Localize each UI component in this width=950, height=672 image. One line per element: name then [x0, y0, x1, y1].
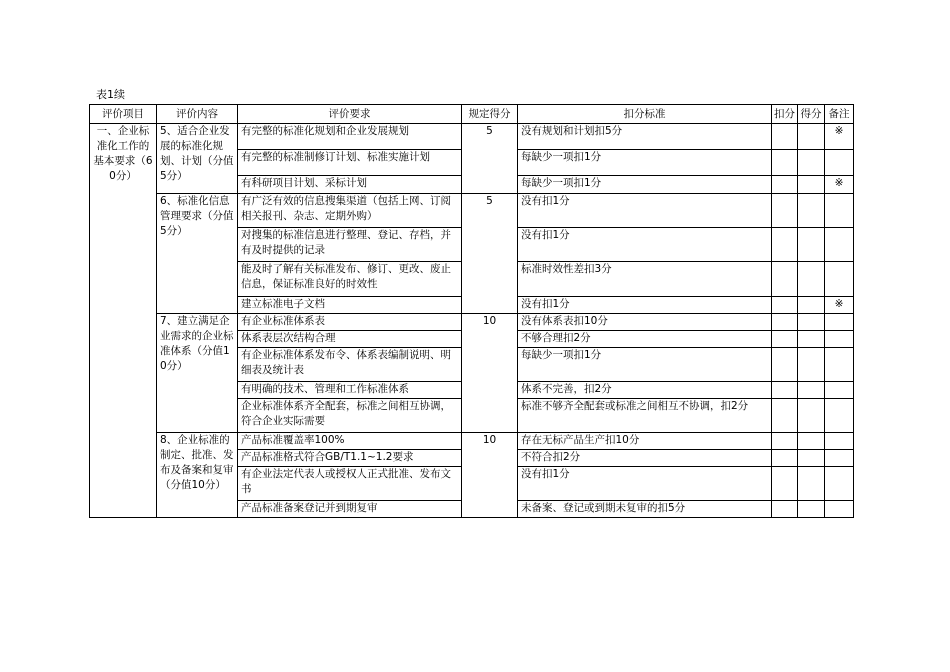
content-cell: 8、企业标准的制定、批准、发布及备案和复审（分值10分）	[157, 433, 238, 518]
requirement-cell: 有企业法定代表人或授权人正式批准、发布文书	[238, 467, 462, 501]
deduct-cell	[772, 501, 798, 518]
score-cell: 10	[462, 314, 518, 433]
requirement-cell: 能及时了解有关标准发布、修订、更改、废止信息，保证标准良好的时效性	[238, 262, 462, 297]
note-cell	[825, 450, 854, 467]
deduct-cell	[772, 150, 798, 176]
requirement-cell: 体系表层次结构合理	[238, 331, 462, 348]
note-cell	[825, 150, 854, 176]
note-cell	[825, 501, 854, 518]
deduct-cell	[772, 262, 798, 297]
header-cell: 评价项目	[90, 105, 157, 124]
deduction-standard-cell: 标准不够齐全配套或标准之间相互不协调，扣2分	[518, 399, 772, 433]
deduction-standard-cell: 没有扣1分	[518, 297, 772, 314]
table-row	[90, 314, 854, 331]
note-cell	[825, 433, 854, 450]
deduct-cell	[772, 297, 798, 314]
deduct-cell	[772, 228, 798, 262]
note-cell	[825, 348, 854, 382]
category-cell: 一、企业标准化工作的基本要求（60分）	[90, 124, 157, 518]
content-cell: 6、标准化信息管理要求（分值5分）	[157, 194, 238, 314]
obtained-score-cell	[798, 314, 825, 331]
note-cell	[825, 382, 854, 399]
deduct-cell	[772, 176, 798, 194]
header-row	[90, 105, 854, 124]
deduction-standard-cell: 没有体系表扣10分	[518, 314, 772, 331]
note-cell: ※	[825, 176, 854, 194]
obtained-score-cell	[798, 382, 825, 399]
obtained-score-cell	[798, 124, 825, 150]
deduct-cell	[772, 314, 798, 331]
obtained-score-cell	[798, 297, 825, 314]
obtained-score-cell	[798, 228, 825, 262]
obtained-score-cell	[798, 433, 825, 450]
note-cell: ※	[825, 297, 854, 314]
deduct-cell	[772, 399, 798, 433]
deduct-cell	[772, 450, 798, 467]
requirement-cell: 有完整的标准制修订计划、标准实施计划	[238, 150, 462, 176]
obtained-score-cell	[798, 467, 825, 501]
note-cell	[825, 228, 854, 262]
note-cell	[825, 331, 854, 348]
deduction-standard-cell: 每缺少一项扣1分	[518, 150, 772, 176]
deduction-standard-cell: 不够合理扣2分	[518, 331, 772, 348]
table-row	[90, 124, 854, 150]
note-cell	[825, 194, 854, 228]
note-cell: ※	[825, 124, 854, 150]
deduct-cell	[772, 124, 798, 150]
obtained-score-cell	[798, 194, 825, 228]
deduct-cell	[772, 382, 798, 399]
deduction-standard-cell: 没有扣1分	[518, 228, 772, 262]
note-cell	[825, 467, 854, 501]
table-caption: 表1续	[96, 88, 125, 101]
requirement-cell: 产品标准格式符合GB/T1.1~1.2要求	[238, 450, 462, 467]
deduction-standard-cell: 不符合扣2分	[518, 450, 772, 467]
header-cell: 规定得分	[462, 105, 518, 124]
requirement-cell: 建立标准电子文档	[238, 297, 462, 314]
obtained-score-cell	[798, 450, 825, 467]
deduct-cell	[772, 348, 798, 382]
deduction-standard-cell: 每缺少一项扣1分	[518, 176, 772, 194]
obtained-score-cell	[798, 331, 825, 348]
note-cell	[825, 314, 854, 331]
header-cell: 得分	[798, 105, 825, 124]
requirement-cell: 产品标准覆盖率100%	[238, 433, 462, 450]
requirement-cell: 企业标准体系齐全配套，标准之间相互协调，符合企业实际需要	[238, 399, 462, 433]
content-cell: 5、适合企业发展的标准化规划、计划（分值5分）	[157, 124, 238, 194]
deduct-cell	[772, 331, 798, 348]
requirement-cell: 有企业标准体系表	[238, 314, 462, 331]
obtained-score-cell	[798, 501, 825, 518]
header-cell: 评价内容	[157, 105, 238, 124]
requirement-cell: 有科研项目计划、采标计划	[238, 176, 462, 194]
obtained-score-cell	[798, 262, 825, 297]
note-cell	[825, 262, 854, 297]
deduction-standard-cell: 没有扣1分	[518, 194, 772, 228]
deduct-cell	[772, 467, 798, 501]
header-cell: 评价要求	[238, 105, 462, 124]
requirement-cell: 产品标准备案登记并到期复审	[238, 501, 462, 518]
score-cell: 5	[462, 194, 518, 314]
obtained-score-cell	[798, 150, 825, 176]
deduct-cell	[772, 194, 798, 228]
evaluation-table	[89, 104, 854, 518]
table-row	[90, 194, 854, 228]
deduction-standard-cell: 存在无标产品生产扣10分	[518, 433, 772, 450]
score-cell: 10	[462, 433, 518, 518]
header-cell: 扣分标准	[518, 105, 772, 124]
obtained-score-cell	[798, 348, 825, 382]
deduction-standard-cell: 体系不完善，扣2分	[518, 382, 772, 399]
score-cell: 5	[462, 124, 518, 194]
deduction-standard-cell: 每缺少一项扣1分	[518, 348, 772, 382]
header-cell: 备注	[825, 105, 854, 124]
requirement-cell: 有企业标准体系发布令、体系表编制说明、明细表及统计表	[238, 348, 462, 382]
table-row	[90, 433, 854, 450]
requirement-cell: 有明确的技术、管理和工作标准体系	[238, 382, 462, 399]
requirement-cell: 对搜集的标准信息进行整理、登记、存档，并有及时提供的记录	[238, 228, 462, 262]
deduction-standard-cell: 未备案、登记或到期未复审的扣5分	[518, 501, 772, 518]
obtained-score-cell	[798, 176, 825, 194]
requirement-cell: 有广泛有效的信息搜集渠道（包括上网、订阅相关报刊、杂志、定期外购）	[238, 194, 462, 228]
deduction-standard-cell: 没有扣1分	[518, 467, 772, 501]
deduction-standard-cell: 没有规划和计划扣5分	[518, 124, 772, 150]
header-cell: 扣分	[772, 105, 798, 124]
requirement-cell: 有完整的标准化规划和企业发展规划	[238, 124, 462, 150]
deduct-cell	[772, 433, 798, 450]
deduction-standard-cell: 标准时效性差扣3分	[518, 262, 772, 297]
obtained-score-cell	[798, 399, 825, 433]
note-cell	[825, 399, 854, 433]
content-cell: 7、建立满足企业需求的企业标准体系（分值10分）	[157, 314, 238, 433]
